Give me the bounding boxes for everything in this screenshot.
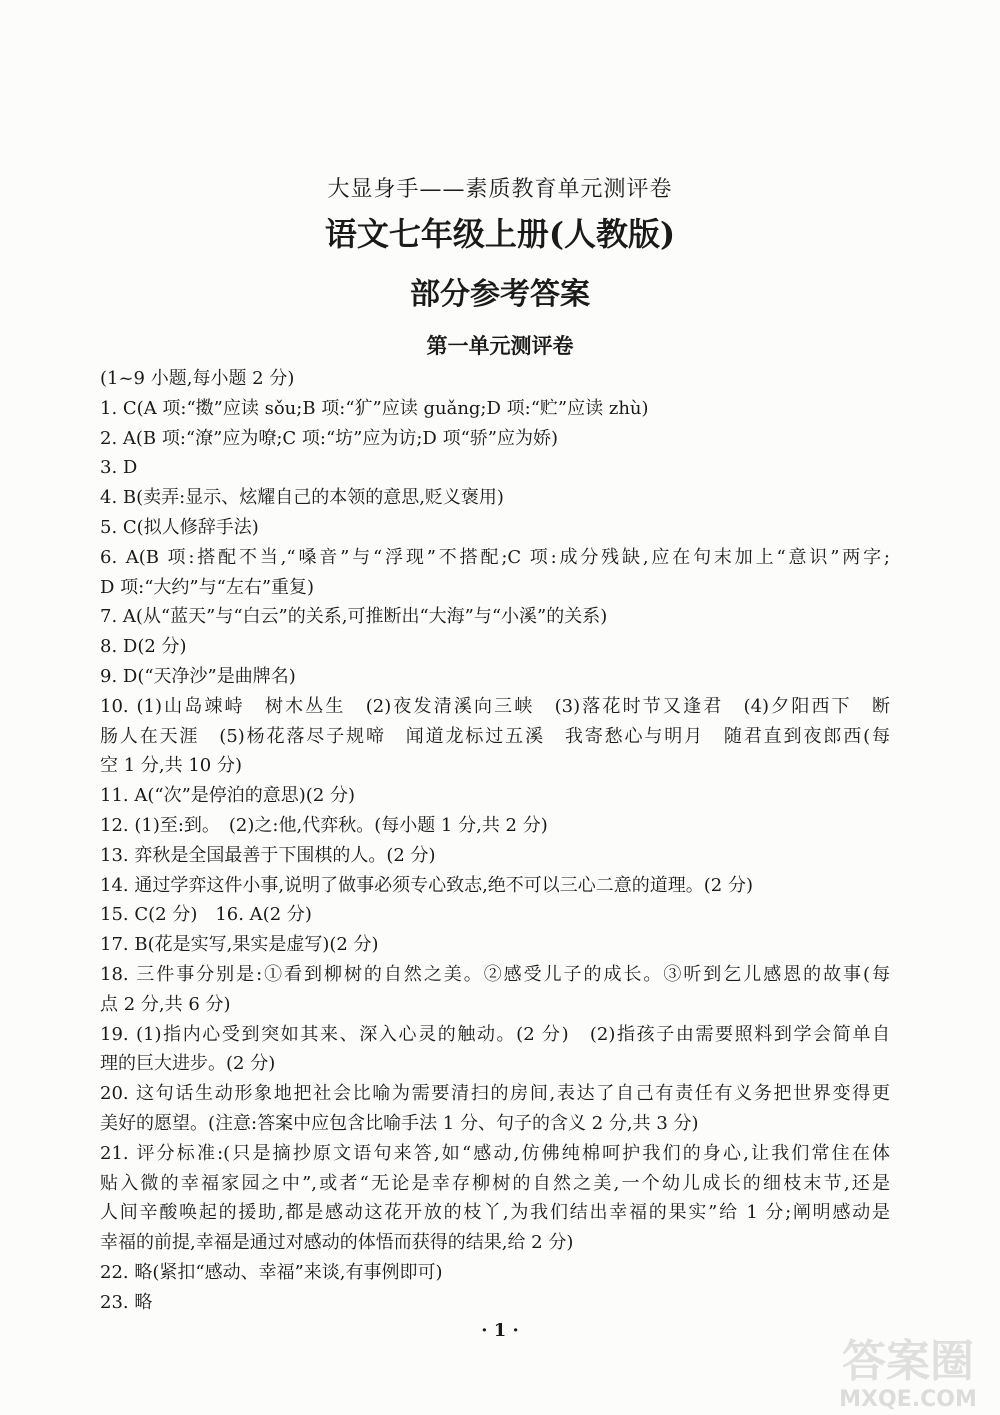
answer-line: 18. 三件事分别是:①看到柳树的自然之美。②感受儿子的成长。③听到乞儿感恩的故事(每 (100, 963, 890, 985)
answer-line: 10. (1)山岛竦峙 树木丛生 (2)夜发清溪向三峡 (3)落花时节又逢君 (4)夕阳西下 断 (100, 695, 890, 717)
answer-line: 9. D(“天净沙”是曲牌名) (100, 665, 296, 687)
unit-test-title: 第一单元测评卷 (426, 333, 574, 358)
answer-line: 7. A(从“蓝天”与“白云”的关系,可推断出“大海”与“小溪”的关系) (100, 606, 608, 628)
answer-line: 20. 这句话生动形象地把社会比喻为需要清扫的房间,表达了自己有责任有义务把世界变得更 (100, 1083, 890, 1105)
series-title: 大显身手——素质教育单元测评卷 (327, 177, 673, 202)
answer-line: 11. A(“次”是停泊的意思)(2 分) (100, 785, 356, 807)
page-number: · 1 · (481, 1320, 519, 1341)
answer-line: 4. B(卖弄:显示、炫耀自己的本领的意思,贬义褒用) (100, 487, 504, 509)
answer-line: 3. D (100, 457, 138, 479)
answer-line: 肠人在天涯 (5)杨花落尽子规啼 闻道龙标过五溪 我寄愁心与明月 随君直到夜郎西(每 (100, 725, 890, 747)
watermark-logo (820, 1330, 995, 1412)
answer-key-title: 部分参考答案 (410, 277, 590, 312)
answer-line: 22. 略(紧扣“感动、幸福”来谈,有事例即可) (100, 1261, 443, 1283)
answer-line: 点 2 分,共 6 分) (100, 993, 231, 1015)
answer-line: D 项:“大约”与“左右”重复) (100, 576, 315, 598)
answer-line: 23. 略 (100, 1291, 153, 1313)
answer-line: 12. (1)至:到。 (2)之:他,代弈秋。(每小题 1 分,共 2 分) (100, 814, 548, 836)
answer-line: 5. C(拟人修辞手法) (100, 516, 259, 538)
answer-line: 人间辛酸唤起的援助,都是感动这花开放的枝丫,为我们结出幸福的果实”给 1 分;阐明感动是 (100, 1202, 890, 1224)
answer-line: 6. A(B 项:搭配不当,“嗓音”与“浮现”不搭配;C 项:成分残缺,应在句末加上“意识”两字; (100, 546, 890, 568)
answer-line: (1~9 小题,每小题 2 分) (100, 368, 295, 389)
answer-line: 理的巨大进步。(2 分) (100, 1053, 276, 1075)
answer-list (100, 364, 890, 1318)
answer-line: 13. 弈秋是全国最善于下围棋的人。(2 分) (100, 844, 436, 866)
answer-line: 21. 评分标准:(只是摘抄原文语句来答,如“感动,仿佛纯棉呵护我们的身心,让我们常住在体 (100, 1142, 890, 1164)
answer-line: 15. C(2 分) 16. A(2 分) (100, 904, 312, 926)
document-header (0, 172, 1000, 313)
answer-line: 8. D(2 分) (100, 636, 187, 658)
answer-line: 幸福的前提,幸福是通过对感动的体悟而获得的结果,给 2 分) (100, 1232, 574, 1254)
watermark-bottom-text: MXQE.COM (839, 1387, 977, 1412)
answer-line: 空 1 分,共 10 分) (100, 755, 242, 777)
watermark-top-text: 答案圈 (842, 1336, 974, 1387)
answer-line: 贴入微的幸福家园之中”,或者“无论是幸存柳树的自然之美,一个幼儿成长的细枝末节,还是 (100, 1172, 890, 1194)
answer-line: 美好的愿望。(注意:答案中应包含比喻手法 1 分、句子的含义 2 分,共 3 分) (100, 1112, 699, 1134)
answer-line: 2. A(B 项:“潦”应为嘹;C 项:“坊”应为访;D 项“骄”应为娇) (100, 427, 559, 449)
answer-line: 1. C(A 项:“擞”应读 sǒu;B 项:“犷”应读 guǎng;D 项:“贮”应读 zhù) (100, 397, 649, 419)
answer-line: 14. 通过学弈这件小事,说明了做事必须专心致志,绝不可以三心二意的道理。(2 分) (100, 874, 754, 896)
answer-line: 17. B(花是实写,果实是虚写)(2 分) (100, 934, 379, 956)
book-title: 语文七年级上册(人教版) (324, 215, 676, 253)
answer-line: 19. (1)指内心受到突如其来、深入心灵的触动。(2 分) (2)指孩子由需要照料到学会简单自 (100, 1023, 890, 1045)
